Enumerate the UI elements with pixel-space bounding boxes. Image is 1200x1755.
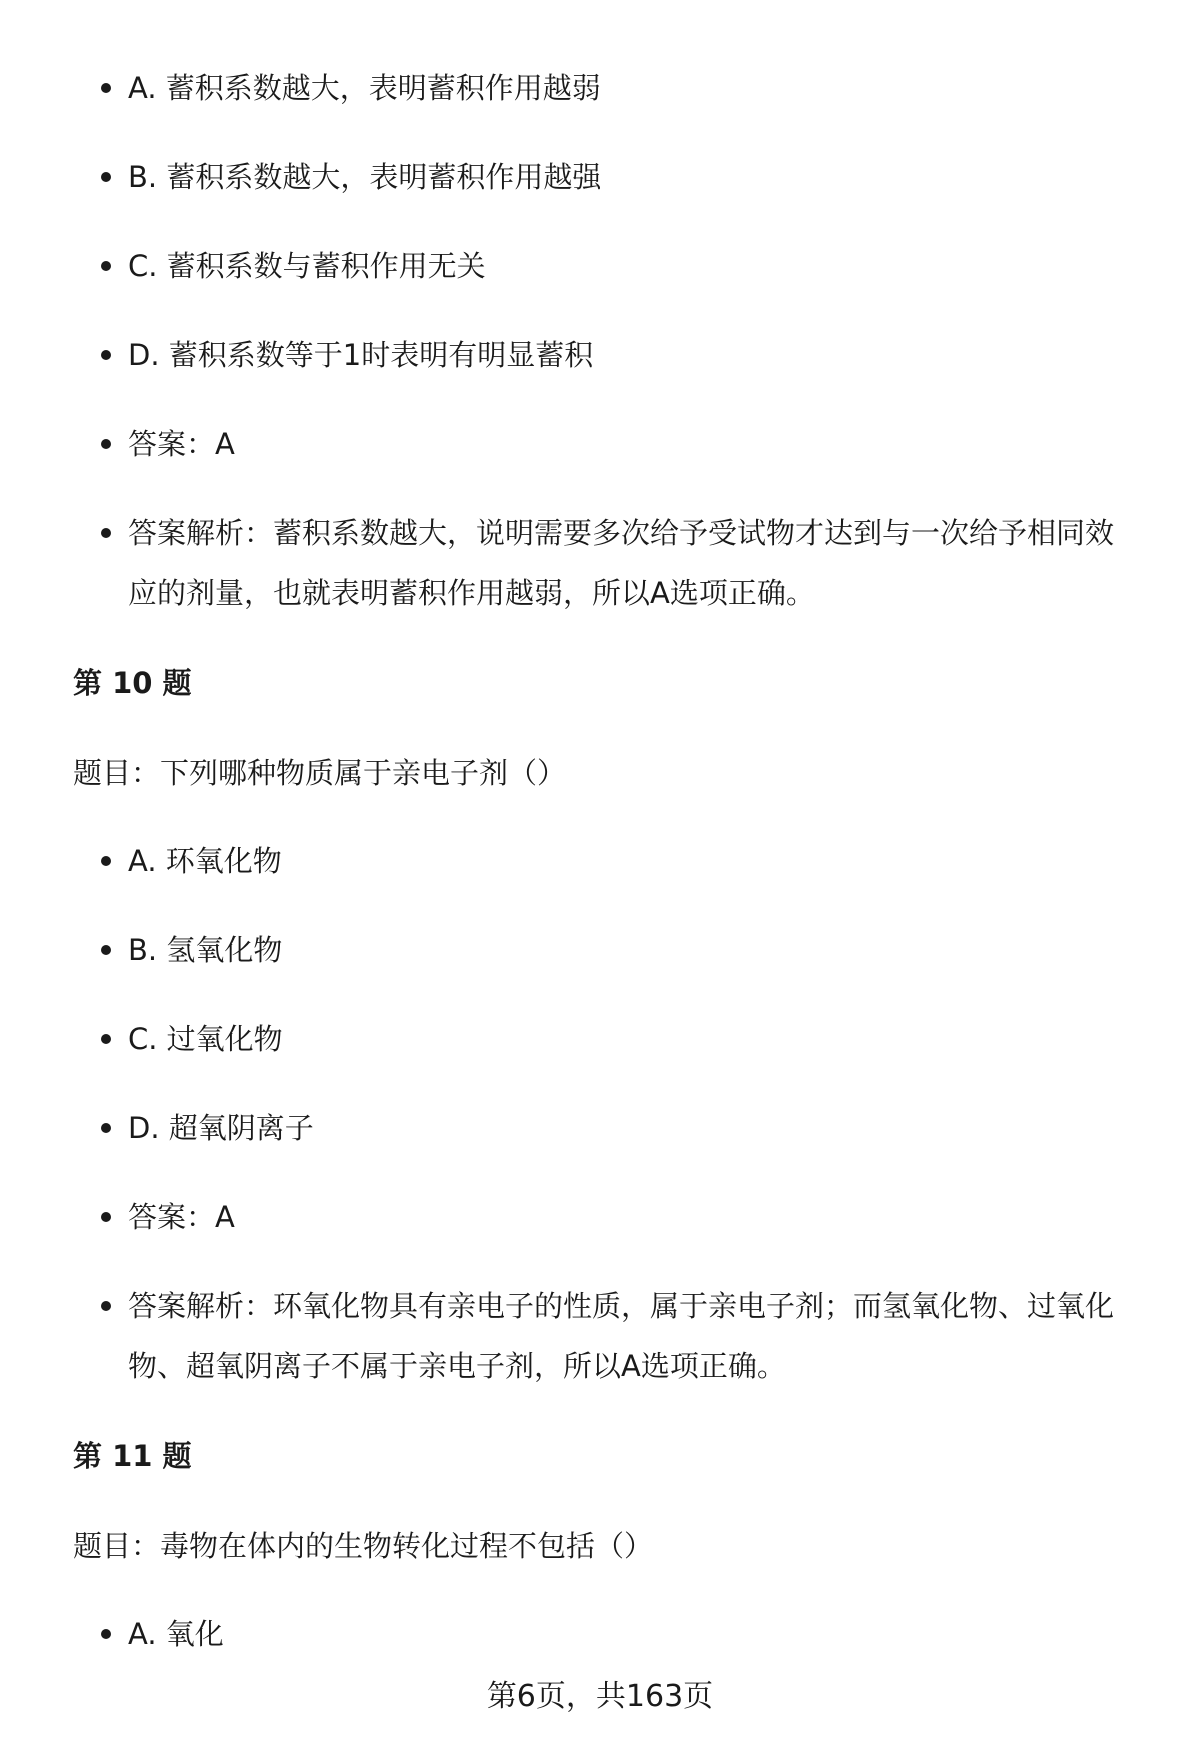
- page-number-footer: 第6页，共163页: [486, 1679, 714, 1714]
- q9-option-b: B. 蓄积系数越大，表明蓄积作用越强: [128, 147, 1138, 207]
- q10-answer: 答案：A: [128, 1187, 1138, 1247]
- q10-explanation: 答案解析：环氧化物具有亲电子的性质，属于亲电子剂；而氢氧化物、过氧化物、超氧阴离子不属于亲电子剂，所以A选项正确。: [128, 1276, 1138, 1396]
- q9-option-d: D. 蓄积系数等于1时表明有明显蓄积: [128, 325, 1138, 385]
- q11-option-a: A. 氧化: [128, 1604, 1138, 1664]
- q9-option-c: C. 蓄积系数与蓄积作用无关: [128, 236, 1138, 296]
- q10-option-d: D. 超氧阴离子: [128, 1098, 1138, 1158]
- q9-answer: 答案：A: [128, 414, 1138, 474]
- q10-option-c: C. 过氧化物: [128, 1009, 1138, 1069]
- q10-stem: 题目：下列哪种物质属于亲电子剂（）: [73, 756, 567, 790]
- q9-explanation: 答案解析：蓄积系数越大，说明需要多次给予受试物才达到与一次给予相同效应的剂量，也就表明蓄积作用越弱，所以A选项正确。: [128, 503, 1138, 623]
- q11-stem: 题目：毒物在体内的生物转化过程不包括（）: [73, 1529, 654, 1563]
- q11-heading: 第 11 题: [73, 1439, 192, 1473]
- q10-option-a: A. 环氧化物: [128, 831, 1138, 891]
- q10-heading: 第 10 题: [73, 666, 192, 700]
- q9-option-a: A. 蓄积系数越大，表明蓄积作用越弱: [128, 58, 1138, 118]
- q10-option-b: B. 氢氧化物: [128, 920, 1138, 980]
